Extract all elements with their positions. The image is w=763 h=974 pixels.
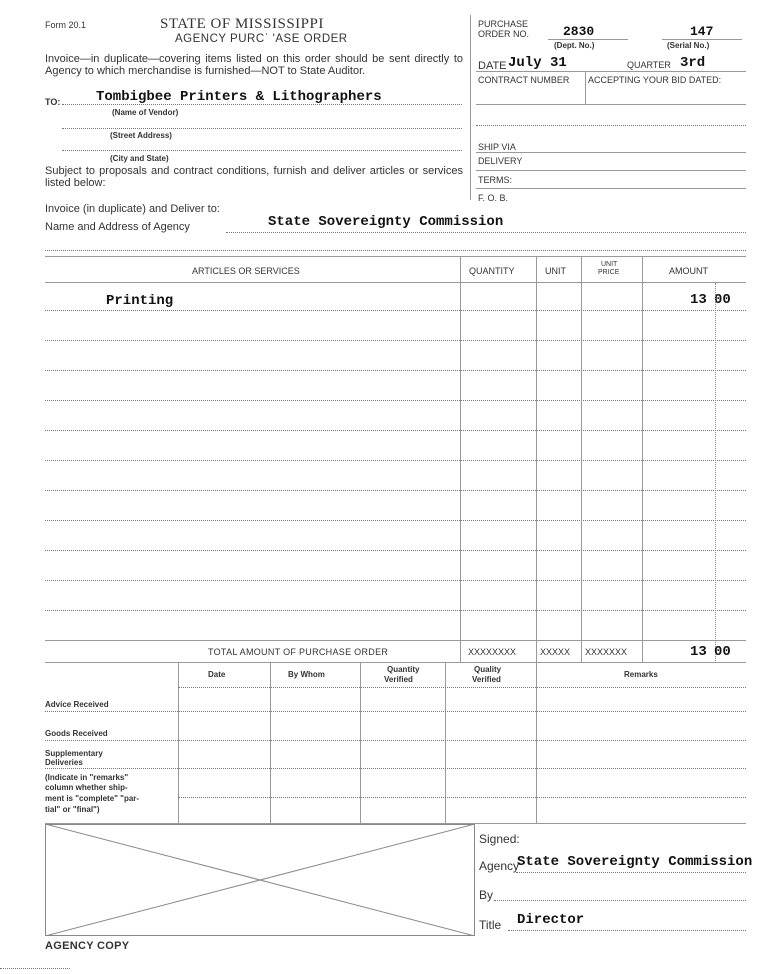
to-label: TO: — [45, 97, 61, 107]
col-articles: ARTICLES OR SERVICES — [192, 266, 300, 276]
recv-row-advice: Advice Received — [45, 700, 109, 709]
sig-agency-label: Agency — [479, 859, 520, 873]
quarter-label: QUARTER — [627, 60, 671, 70]
recv-note-1: (Indicate in "remarks" — [45, 773, 129, 782]
total-price-x: XXXXXXX — [585, 647, 628, 657]
bid-dated-label: ACCEPTING YOUR BID DATED: — [588, 75, 722, 85]
col-quantity: QUANTITY — [469, 266, 515, 276]
recv-col-remarks: Remarks — [624, 670, 658, 679]
form-title: AGENCY PURCˈ 'ASE ORDER — [175, 33, 348, 45]
state-title: STATE OF MISSISSIPPI — [160, 16, 324, 32]
sig-title-label: Title — [479, 918, 502, 932]
total-label: TOTAL AMOUNT OF PURCHASE ORDER — [208, 647, 389, 657]
delivery-label: DELIVERY — [478, 156, 523, 166]
recv-col-quality-verified-1: Quality — [474, 665, 502, 674]
agency-name: State Sovereignty Commission — [268, 214, 504, 230]
recv-col-date: Date — [208, 670, 226, 679]
total-unit-x: XXXXX — [540, 647, 571, 657]
vendor-name-caption: (Name of Vendor) — [112, 108, 179, 117]
invoice-deliver-label: Invoice (in duplicate) and Deliver to: — [45, 203, 220, 215]
city-caption: (City and State) — [110, 154, 169, 163]
serial-caption: (Serial No.) — [667, 41, 710, 50]
recv-row-supplementary-1: Supplementary — [45, 749, 103, 758]
total-amount-cents: 00 — [714, 644, 731, 660]
dept-number: 2830 — [563, 24, 595, 39]
item-amount-dollars: 13 — [690, 292, 707, 308]
recv-col-by-whom: By Whom — [288, 670, 325, 679]
agency-copy-label: AGENCY COPY — [45, 940, 130, 952]
recv-col-quality-verified-2: Verified — [472, 675, 501, 684]
signed-label: Signed: — [479, 832, 520, 846]
recv-col-quantity-verified-1: Quantity — [387, 665, 420, 674]
serial-number: 147 — [690, 24, 714, 39]
subject-text: Subject to proposals and contract conditions, furnish and deliver articles or services listed below: — [45, 165, 463, 189]
quarter-value: 3rd — [680, 55, 706, 71]
instructions: Invoice—in duplicate—covering items listed on this order should be sent directly to Agency to which merchandise is furnished—NOT to State Auditor. — [45, 53, 463, 77]
recv-note-4: tial" or "final") — [45, 805, 100, 814]
po-label-2: ORDER NO. — [478, 29, 530, 39]
total-amount-dollars: 13 — [690, 644, 707, 660]
item-amount-cents: 00 — [714, 292, 731, 308]
total-quantity-x: XXXXXXXX — [468, 647, 517, 657]
col-amount: AMOUNT — [669, 266, 708, 276]
date-label: DATE — [478, 60, 507, 72]
vendor-name: Tombigbee Printers & Lithographers — [96, 89, 382, 105]
ship-via-label: SHIP VIA — [478, 142, 516, 152]
recv-col-quantity-verified-2: Verified — [384, 675, 413, 684]
fob-label: F. O. B. — [478, 193, 509, 203]
contract-number-label: CONTRACT NUMBER — [478, 75, 570, 85]
sig-title-value: Director — [517, 912, 585, 928]
recv-row-supplementary-2: Deliveries — [45, 758, 83, 767]
street-caption: (Street Address) — [110, 131, 172, 140]
terms-label: TERMS: — [478, 175, 513, 185]
agency-address-label: Name and Address of Agency — [45, 221, 190, 233]
crossed-out-box — [45, 824, 475, 936]
dept-caption: (Dept. No.) — [554, 41, 595, 50]
recv-note-3: ment is "complete" "par- — [45, 794, 140, 803]
item-article: Printing — [106, 293, 174, 309]
recv-note-2: column whether ship- — [45, 783, 128, 792]
col-unit-price-1: UNIT — [601, 261, 618, 268]
order-date: July 31 — [508, 55, 567, 71]
sig-by-label: By — [479, 888, 494, 902]
sig-agency-name: State Sovereignty Commission — [517, 854, 753, 870]
recv-row-goods: Goods Received — [45, 729, 108, 738]
col-unit: UNIT — [545, 266, 566, 276]
po-label-1: PURCHASE — [478, 19, 529, 29]
form-number: Form 20.1 — [45, 20, 87, 30]
col-unit-price-2: PRICE — [598, 269, 620, 276]
